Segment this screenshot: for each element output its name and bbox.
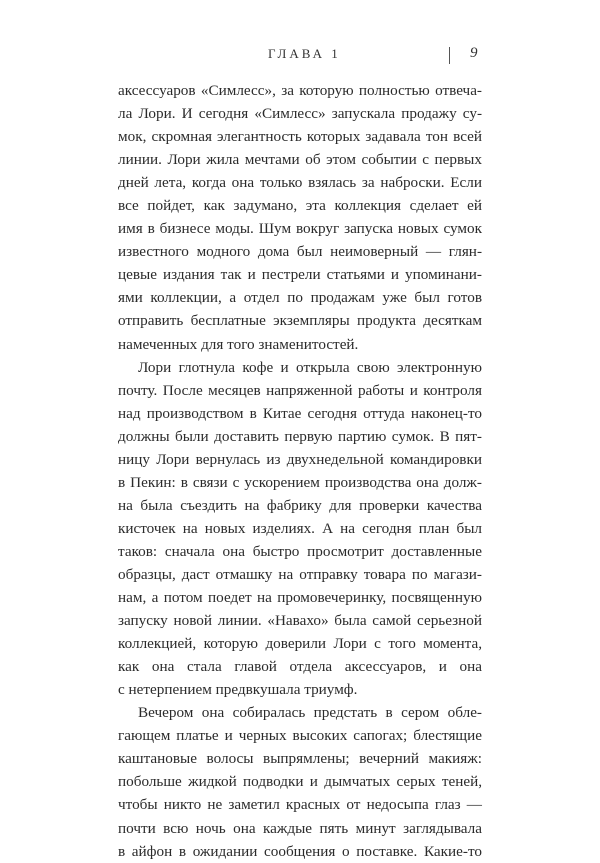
text-line: на была съездить на фабрику для проверки качества bbox=[118, 496, 482, 514]
header-separator bbox=[449, 47, 450, 64]
text-line: дней лета, когда она только взялась за наброски. Если bbox=[118, 174, 482, 192]
paragraph-2 bbox=[118, 356, 482, 702]
paragraph-3 bbox=[118, 701, 482, 862]
text-line: аксессуаров «Симлесс», за которую полностью отвеча- bbox=[118, 82, 482, 99]
text-line: известного модного дома был неимоверный — глян- bbox=[118, 243, 482, 261]
text-line: кисточек на новых изделиях. А на сегодня план был bbox=[118, 519, 482, 537]
text-line: имя в бизнесе моды. Шум вокруг запуска новых сумок bbox=[118, 220, 482, 238]
text-line: таков: сначала она быстро просмотрит доставленные bbox=[118, 542, 482, 560]
text-line: намеченных для того знаменитостей. bbox=[118, 335, 359, 353]
text-line: образцы, даст отмашку на отправку товара по магази- bbox=[118, 565, 482, 583]
text-line: ями коллекции, а отдел по продажам уже был готов bbox=[118, 289, 482, 307]
text-line: почти всю ночь она каждые пять минут заглядывала bbox=[118, 819, 482, 837]
text-line: коллекцией, которую доверили Лори с того момента, bbox=[118, 635, 482, 653]
text-line: каштановые волосы выпрямлены; вечерний макияж: bbox=[118, 750, 482, 768]
paragraph-1 bbox=[118, 79, 482, 356]
text-line: чтобы никто не заметил красных от недосыпа глаз — bbox=[118, 796, 482, 814]
body-text bbox=[118, 79, 482, 863]
text-line: Лори глотнула кофе и открыла свою электронную bbox=[138, 358, 482, 376]
text-line: побольше жидкой подводки и дымчатых серых теней, bbox=[118, 773, 482, 791]
text-line: как она стала главой отдела аксессуаров, и она bbox=[118, 658, 482, 676]
text-line: должны были доставить первую партию сумок. В пят- bbox=[118, 427, 482, 445]
text-line: Вечером она собиралась предстать в сером обле- bbox=[138, 704, 482, 722]
text-line: ницу Лори вернулась из двухнедельной командировки bbox=[118, 450, 482, 468]
text-line: отправить бесплатные экземпляры продукта десяткам bbox=[118, 312, 482, 330]
text-line: с нетерпением предвкушала триумф. bbox=[118, 681, 358, 699]
text-line: линии. Лори жила мечтами об этом событии с первых bbox=[118, 151, 482, 169]
text-line: гающем платье и черных высоких сапогах; блестящие bbox=[118, 727, 482, 745]
text-line: почту. После месяцев напряженной работы и контроля bbox=[118, 381, 482, 399]
running-head bbox=[118, 46, 482, 68]
text-line: запуску новой линии. «Навахо» была самой серьезной bbox=[118, 612, 482, 630]
text-line: в Пекин: в связи с ускорением производства она долж- bbox=[118, 473, 482, 491]
text-line: над производством в Китае сегодня оттуда наконец-то bbox=[118, 404, 482, 422]
chapter-title: ГЛАВА 1 bbox=[268, 46, 341, 61]
text-line: все пойдет, как задумано, эта коллекция сделает ей bbox=[118, 197, 482, 215]
page-number: 9 bbox=[470, 45, 478, 61]
text-line: цевые издания так и пестрели статьями и упоминани- bbox=[118, 266, 482, 284]
text-line: мок, скромная элегантность которых задавала тон всей bbox=[118, 128, 482, 146]
text-line: в айфон в ожидании сообщения о поставке. Какие-то bbox=[118, 842, 482, 860]
text-line: ла Лори. И сегодня «Симлесс» запускала продажу су- bbox=[118, 105, 482, 123]
text-line: нам, а потом поедет на промовечеринку, посвященную bbox=[118, 589, 482, 607]
